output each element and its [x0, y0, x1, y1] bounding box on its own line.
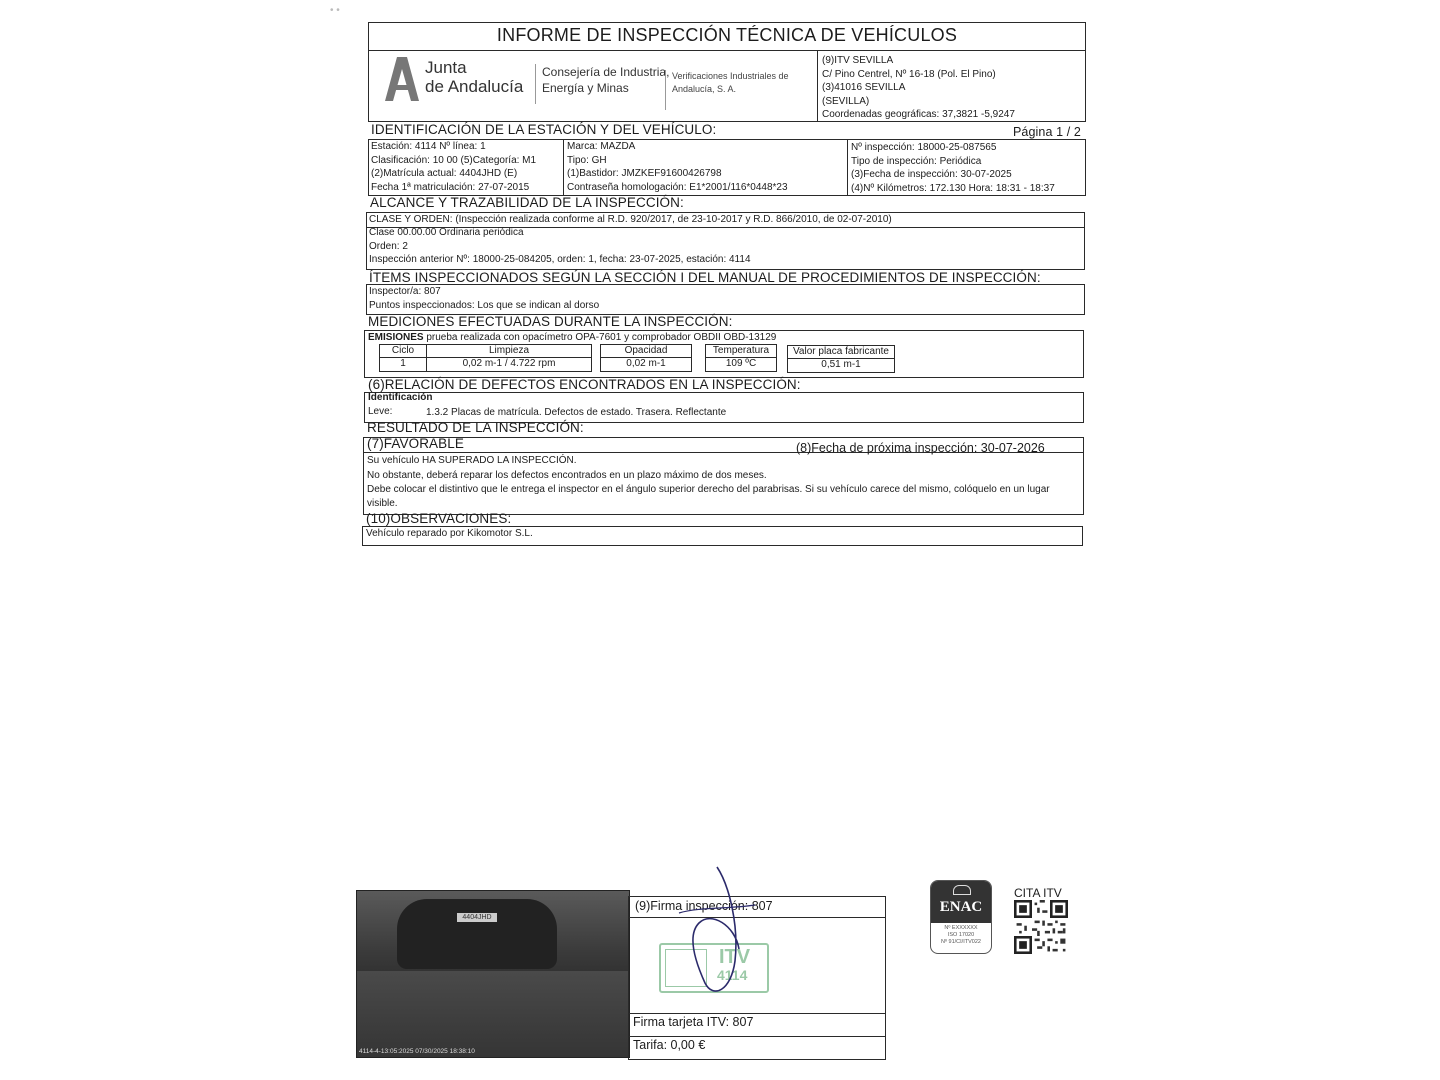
cell-temperatura: 109 ºC	[705, 357, 777, 372]
consejeria-logo-text: Consejería de Industria, Energía y Minas	[535, 64, 669, 104]
header-block	[368, 22, 1086, 122]
document-title: INFORME DE INSPECCIÓN TÉCNICA DE VEHÍCULOS	[496, 25, 958, 45]
station-info: (9)ITV SEVILLA C/ Pino Centrel, Nº 16-18 (Pol. El Pino) (3)41016 SEVILLA (SEVILLA) Coordenadas geográficas: 37,3821 -5,9247	[822, 55, 1015, 120]
vehicle-make-column: Marca: MAZDA Tipo: GH (1)Bastidor: JMZKEF91600426798 Contraseña homologación: E1*2001/116*0448*23	[567, 141, 788, 193]
cell-limpieza: 0,02 m-1 / 4.722 rpm	[426, 357, 592, 372]
identification-box	[368, 139, 1086, 196]
next-inspection-date: (8)Fecha de próxima inspección: 30-07-2026	[796, 441, 1045, 455]
section-heading-resultado: RESULTADO DE LA INSPECCIÓN:	[367, 420, 584, 435]
verificaciones-logo-text: Verificaciones Industriales de Andalucía, S. A.	[665, 70, 789, 110]
section-heading-defectos: (6)RELACIÓN DE DEFECTOS ENCONTRADOS EN LA INSPECCIÓN:	[368, 377, 801, 392]
resultado-lines: Su vehículo HA SUPERADO LA INSPECCIÓN. No obstante, deberá reparar los defectos encontrados en un plazo máximo de dos meses. Debe colocar el distintivo que le entrega el inspector en el ángulo superior derecho del parabrisas. Si su vehículo carece del mismo, colóquelo en un lugar visible.	[367, 455, 1050, 509]
identificacion-label: Identificación	[368, 392, 433, 403]
handwritten-signature-icon	[669, 865, 759, 1005]
observaciones-box	[362, 526, 1083, 546]
inspection-details-column: Nº inspección: 18000-25-087565 Tipo de inspección: Periódica (3)Fecha de inspección: 30-07-2025 (4)Nº Kilómetros: 172.130 Hora: 18:31 - 18:37	[851, 142, 1055, 194]
alcance-box	[366, 212, 1085, 270]
section-heading-identificacion: IDENTIFICACIÓN DE LA ESTACIÓN Y DEL VEHÍCULO:	[371, 122, 717, 137]
items-box	[366, 284, 1085, 315]
vehicle-station-column: Estación: 4114 Nº línea: 1 Clasificación: 10 00 (5)Categoría: M1 (2)Matrícula actual: 4404JHD (E) Fecha 1ª matriculación: 27-07-2015	[371, 141, 537, 193]
clase-orden-text: CLASE Y ORDEN: (Inspección realizada conforme al R.D. 920/2017, de 23-10-2017 y R.D. 866/2010, de 02-07-2010)	[369, 214, 892, 225]
section-heading-items: ÍTEMS INSPECCIONADOS SEGÚN LA SECCIÓN I DEL MANUAL DE PROCEDIMIENTOS DE INSPECCIÓN:	[369, 270, 1041, 285]
cell-opacidad: 0,02 m-1	[600, 357, 692, 372]
cell-valor-placa: 0,51 m-1	[787, 358, 895, 373]
vehicle-photo	[356, 890, 630, 1058]
col-header-valor-placa: Valor placa fabricante	[787, 345, 895, 359]
page-number: Página 1 / 2	[1013, 125, 1081, 139]
firma-inspeccion: (9)Firma inspección: 807	[635, 899, 773, 913]
alcance-lines: Clase 00.00.00 Ordinaria periódica Orden: 2 Inspección anterior Nº: 18000-25-084205, orden: 1, fecha: 23-07-2025, estación: 4114	[369, 227, 751, 265]
cell-ciclo: 1	[379, 357, 427, 372]
section-heading-alcance: ALCANCE Y TRAZABILIDAD DE LA INSPECCIÓN:	[370, 195, 684, 210]
signature-box	[628, 896, 886, 1060]
junta-andalucia-logo-icon	[383, 55, 421, 103]
mediciones-box	[364, 330, 1084, 378]
enac-accreditation-logo: ENAC Nº EXXXXXX ISO 17020 Nº 91/CI/ITV022	[930, 880, 992, 954]
cita-itv-label: CITA ITV	[1014, 886, 1062, 900]
itv-stamp: ITV 4114	[659, 943, 769, 993]
observaciones-text: Vehículo reparado por Kikomotor S.L.	[366, 528, 533, 539]
enac-text: Nº EXXXXXX ISO 17020 Nº 91/CI/ITV022	[941, 925, 981, 945]
section-heading-observaciones: (10)OBSERVACIONES:	[366, 511, 512, 526]
junta-logo-text: Junta de Andalucía	[425, 58, 524, 96]
col-header-ciclo: Ciclo	[379, 344, 427, 358]
photo-caption: 4114-4-13:05:2025 07/30/2025 18:38:10	[359, 1048, 475, 1055]
section-heading-mediciones: MEDICIONES EFECTUADAS DURANTE LA INSPECCIÓN:	[368, 314, 733, 329]
resultado-box	[363, 437, 1084, 515]
qr-code-icon[interactable]	[1014, 900, 1068, 954]
scan-artifact: • •	[330, 5, 340, 16]
defectos-box	[364, 392, 1084, 423]
photo-plate: 4404JHD	[457, 913, 497, 922]
firma-tarjeta: Firma tarjeta ITV: 807	[633, 1015, 754, 1029]
items-lines: Inspector/a: 807 Puntos inspeccionados: Los que se indican al dorso	[369, 286, 600, 311]
tarifa: Tarifa: 0,00 €	[633, 1038, 706, 1052]
defect-level: Leve:	[368, 406, 393, 417]
col-header-opacidad: Opacidad	[600, 344, 692, 358]
emisiones-line: EMISIONES prueba realizada con opacímetro OPA-7601 y comprobador OBDII OBD-13129	[368, 332, 777, 343]
col-header-temperatura: Temperatura	[705, 344, 777, 358]
col-header-limpieza: Limpieza	[426, 344, 592, 358]
defect-text: 1.3.2 Placas de matrícula. Defectos de estado. Trasera. Reflectante	[426, 407, 727, 418]
resultado-status: (7)FAVORABLE	[367, 436, 464, 451]
